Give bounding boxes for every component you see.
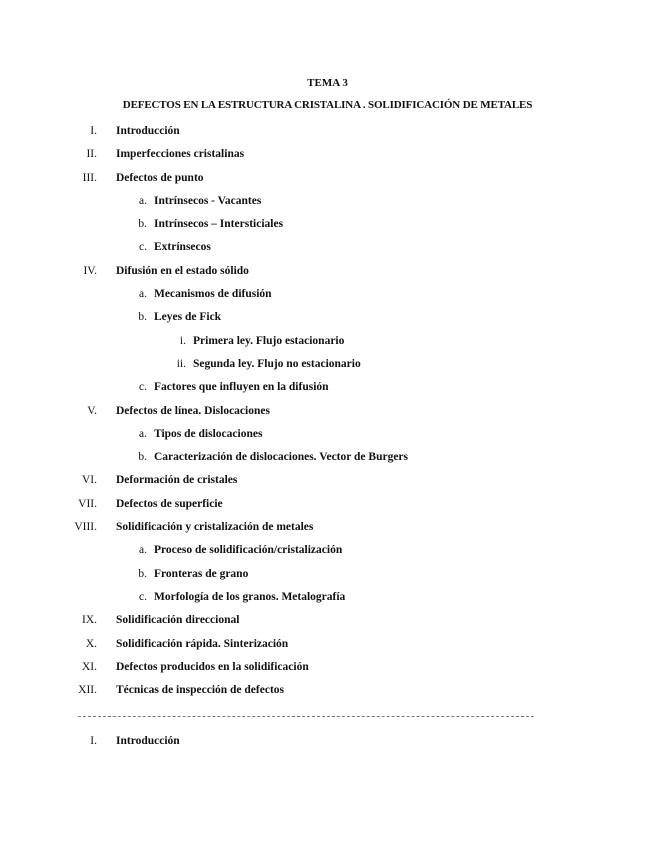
toc-item-text: Intrínsecos - Vacantes — [154, 194, 262, 207]
toc-item-number: II. — [86, 148, 97, 161]
table-of-contents — [0, 123, 655, 705]
toc-item-number: a. — [139, 544, 147, 557]
toc-item-text: Difusión en el estado sólido — [116, 264, 249, 277]
toc-item — [0, 659, 655, 682]
toc-subitem — [0, 309, 655, 332]
toc-item-number: IV. — [83, 264, 97, 277]
toc-item-number: b. — [138, 218, 147, 231]
toc-item-number: b. — [138, 567, 147, 580]
toc-item-number: VIII. — [74, 521, 97, 534]
toc-item-text: Tipos de dislocaciones — [154, 427, 263, 440]
toc-subsubitem — [0, 356, 655, 379]
toc-item-text: Introducción — [116, 125, 180, 137]
toc-item-number: V. — [87, 404, 97, 417]
toc-item-number: c. — [139, 590, 147, 603]
toc-item-number: b. — [138, 451, 147, 464]
toc-item-text: Técnicas de inspección de defectos — [116, 684, 285, 697]
toc-item — [0, 472, 655, 495]
toc-item-text: Mecanismos de difusión — [154, 288, 272, 301]
toc-item-number: IX. — [81, 614, 97, 627]
section-title: Introducción — [116, 735, 180, 747]
toc-item-number: c. — [139, 381, 147, 394]
document-subtitle: DEFECTOS EN LA ESTRUCTURA CRISTALINA . SOLIDIFICACIÓN DE METALES — [122, 99, 533, 111]
toc-item-text: Defectos producidos en la solidificación — [116, 660, 309, 673]
toc-item — [0, 612, 655, 635]
toc-item-text: Deformación de cristales — [116, 474, 238, 487]
toc-subitem — [0, 449, 655, 472]
toc-item — [0, 403, 655, 426]
toc-item-text: Extrínsecos — [154, 241, 211, 254]
toc-item-text: Caracterización de dislocaciones. Vector de Burgers — [154, 451, 409, 464]
toc-item-text: Solidificación direccional — [116, 614, 240, 627]
toc-item-number: a. — [139, 427, 147, 440]
toc-item-number: c. — [139, 241, 147, 254]
toc-subitem — [0, 566, 655, 589]
toc-item-text: Segunda ley. Flujo no estacionario — [193, 357, 361, 370]
toc-item-text: Defectos de punto — [116, 171, 204, 184]
toc-item-number: X. — [85, 637, 97, 650]
toc-subitem — [0, 589, 655, 612]
section-heading — [0, 733, 655, 756]
toc-item-text: Defectos de superficie — [116, 497, 223, 510]
toc-item-text: Intrínsecos – Intersticiales — [154, 218, 284, 231]
toc-item-number: I. — [90, 125, 97, 137]
toc-item-number: XI. — [81, 660, 97, 673]
toc-item — [0, 146, 655, 169]
toc-item-text: Solidificación rápida. Sinterización — [116, 637, 289, 650]
toc-item — [0, 519, 655, 542]
toc-item-text: Leyes de Fick — [154, 311, 222, 324]
toc-subitem — [0, 426, 655, 449]
toc-subitem — [0, 216, 655, 239]
toc-item — [0, 496, 655, 519]
toc-subsubitem — [0, 333, 655, 356]
toc-item-number: VII. — [78, 497, 97, 510]
toc-item — [0, 123, 655, 146]
toc-item-number: XII. — [78, 684, 97, 697]
toc-item-number: VI. — [81, 474, 97, 487]
toc-item — [0, 636, 655, 659]
toc-subitem — [0, 193, 655, 216]
toc-item — [0, 263, 655, 286]
toc-subitem — [0, 239, 655, 262]
toc-item — [0, 170, 655, 193]
toc-item-text: Primera ley. Flujo estacionario — [193, 334, 345, 347]
dashed-divider — [78, 716, 534, 717]
toc-item-number: III. — [82, 171, 97, 184]
toc-subitem — [0, 286, 655, 309]
toc-item-text: Factores que influyen en la difusión — [154, 381, 329, 394]
toc-item-text: Imperfecciones cristalinas — [116, 148, 245, 161]
toc-item-text: Fronteras de grano — [154, 567, 249, 580]
toc-item-number: a. — [139, 288, 147, 301]
toc-item-number: ii. — [176, 357, 186, 370]
toc-item-number: a. — [139, 194, 147, 207]
toc-item-text: Defectos de línea. Dislocaciones — [116, 404, 270, 417]
toc-item-text: Proceso de solidificación/cristalización — [154, 544, 343, 557]
document-title: TEMA 3 — [307, 77, 348, 89]
section-heading-item — [0, 733, 655, 756]
toc-subitem — [0, 379, 655, 402]
toc-item-text: Solidificación y cristalización de metales — [116, 521, 314, 534]
toc-item — [0, 682, 655, 705]
toc-item-number: b. — [138, 311, 147, 324]
toc-item-text: Morfología de los granos. Metalografía — [154, 590, 346, 603]
toc-item-number: i. — [179, 334, 186, 347]
section-number: I. — [90, 735, 97, 747]
toc-subitem — [0, 542, 655, 565]
